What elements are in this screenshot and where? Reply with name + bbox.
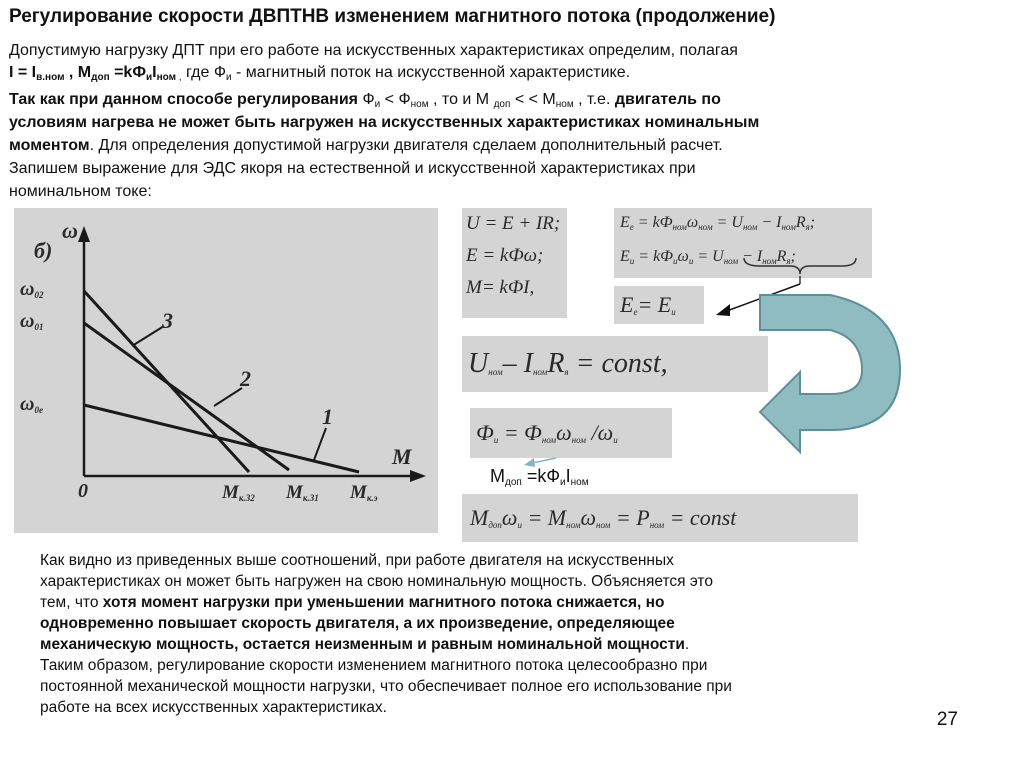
small-arrow-icon: [524, 458, 535, 467]
intro-line-1: Допустимую нагрузку ДПТ при его работе на искусственных характеристиках определим, полагая: [9, 42, 738, 59]
conclusion-line-4: одновременно повышает скорость двигателя, а их произведение, определяющее: [40, 615, 675, 632]
brace-icon: [744, 258, 856, 274]
conclusion-line-1: Как видно из приведенных выше соотношений, при работе двигателя на искусственных: [40, 552, 674, 569]
conclusion-line-5: механическую мощность, остается неизменным и равным номинальной мощности.: [40, 636, 690, 653]
equation-emf-artificial: $E_и = kФ_и\omega_и = U_{ном} - I_{ном}R_я$;: [620, 248, 796, 266]
const-equation: $U_{ном}-$ $I_{ном}R_я$ = const,: [462, 336, 768, 392]
label-w01: $\omega_{01}$: [20, 310, 44, 332]
curve-3-label: 3: [162, 308, 173, 333]
intro-line-2: $I = I_{в.ном}$ , $М_{доп} =kФ_иI_{ном}$ $_,$ где $Ф_и$ - магнитный поток на искусственной характеристике.: [9, 64, 631, 83]
equation-emf-natural: $E_е = kФ_{ном}\omega_{ном} = U_{ном} - I_{ном}R_я$;: [620, 214, 816, 232]
label-w02: $\omega_{02}$: [20, 278, 44, 300]
page-number: 27: [936, 709, 958, 730]
label-mk31: $М_{к.31}$: [286, 482, 319, 503]
conclusion-line-7: постоянной механической мощности нагрузки, что обеспечивает полное его использование при: [40, 678, 732, 695]
equation-voltage: U = E + IR;: [466, 213, 561, 234]
conclusion-line-2: характеристиках он может быть нагружен на свою номинальную мощность. Объясняется это: [40, 573, 713, 590]
graph-label-b: б): [34, 238, 53, 263]
conclusion-line-3: тем, что хотя момент нагрузки при уменьшении магнитного потока снижается, но: [40, 594, 665, 611]
emf-equality: $E_е= E_и$: [614, 286, 704, 324]
conclusion-line-8: работе на всех искусственных характеристиках.: [40, 699, 387, 716]
intro-line-5: моментом. Для определения допустимой нагрузки двигателя сделаем дополнительный расчет.: [9, 137, 723, 154]
intro-line-6: Запишем выражение для ЭДС якоря на естественной и искусственной характеристиках при: [9, 160, 696, 177]
power-equation: $M_{доп}\omega_и = M_{ном}\omega_{ном} = P_{ном}$ = const: [462, 494, 858, 542]
curved-arrow-icon: [760, 295, 900, 452]
graph-axis-y-label: ω: [62, 218, 78, 243]
equation-torque: M= kФI,: [466, 277, 535, 298]
allowable-torque-formula: $М_{доп} =kФ_иI_{ном}$: [490, 466, 589, 488]
pointer-arrowhead-icon: [716, 304, 730, 316]
intro-line-3: Так как при данном способе регулирования $Ф_и < Ф_{ном}$ , то и М $_{доп}$ < < $М_{ном}$ , т.е. двигатель по: [9, 91, 721, 110]
curve-2-label: 2: [240, 366, 251, 391]
equation-emf: E = kФω;: [466, 245, 544, 266]
conclusion-paragraph: [40, 550, 920, 718]
graph-axis-x-label: М: [392, 444, 412, 469]
intro-line-4: условиям нагрева не может быть нагружен на искусственных характеристиках номинальным: [9, 114, 760, 131]
label-mk32: $М_{к.32}$: [222, 482, 255, 503]
slide-title: Регулирование скорости ДВПТНВ изменением магнитного потока (продолжение): [9, 6, 776, 27]
intro-line-7: номинальном токе:: [9, 183, 152, 200]
flux-equation: $Ф_и = Ф_{ном}\omega_{ном}$ $/\omega_и$: [470, 408, 672, 458]
label-mk3: $М_{к.э}$: [350, 482, 378, 503]
curve-1-label: 1: [322, 404, 333, 429]
conclusion-line-6: Таким образом, регулирование скорости изменением магнитного потока целесообразно при: [40, 657, 708, 674]
graph-origin: 0: [78, 480, 88, 502]
label-w0e: $\omega_{0е}$: [20, 393, 43, 415]
